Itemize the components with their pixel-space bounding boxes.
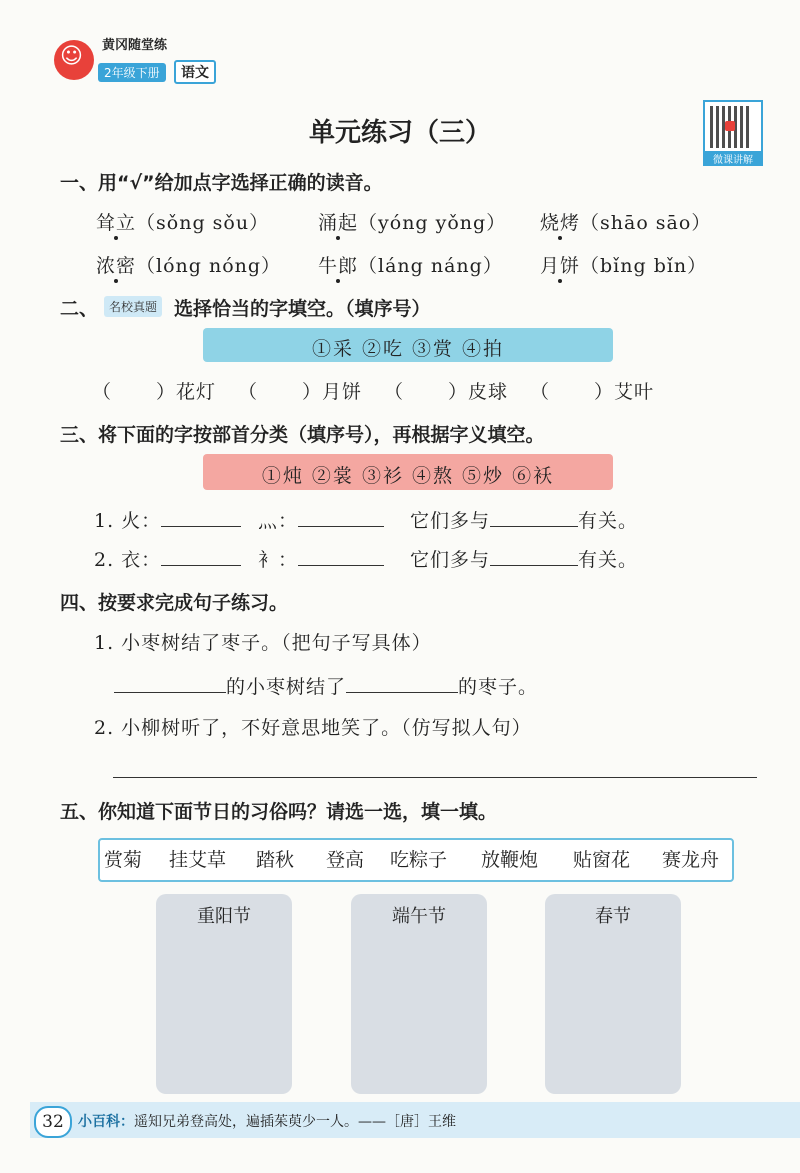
q1-item	[318, 251, 503, 278]
q4-sentence-1: 1. 小枣树结了枣子。（把句子写具体）	[94, 632, 432, 654]
q2-word-4: 艾叶	[614, 381, 655, 403]
q3-radical-cloth: 2. 衣：	[94, 549, 162, 571]
subject-badge: 语文	[174, 60, 216, 84]
q3-row-2	[94, 545, 241, 572]
q5-word: 贴窗花	[573, 849, 631, 871]
q5-word: 吃粽子	[390, 849, 448, 871]
page-number: 32	[34, 1106, 72, 1138]
q1-item	[318, 208, 506, 235]
q1-word-3: 烧烤	[540, 212, 581, 234]
q1-word-5: 牛郎	[318, 255, 359, 277]
q3-row-1b	[258, 506, 384, 533]
q2-number: 二、	[60, 298, 99, 320]
q2-word-1: 花灯	[176, 381, 217, 403]
q4-blank[interactable]	[346, 674, 458, 693]
q3-radical-fire: 1. 火：	[94, 510, 162, 532]
footer-note	[78, 1111, 456, 1131]
q5-word: 赛龙舟	[662, 849, 720, 871]
q3-row-2b	[258, 545, 384, 572]
q2-blank-2[interactable]: （ ）月饼	[238, 381, 363, 403]
page-title: 单元练习（三）	[308, 118, 491, 148]
q3-row-2c	[410, 545, 638, 572]
q1-item	[96, 208, 269, 235]
q4-rewrite-line	[114, 672, 538, 699]
q2-blank-1[interactable]: （ ）花灯	[92, 381, 217, 403]
q1-options-5[interactable]: （láng náng）	[358, 255, 503, 277]
smile-icon: ☺	[60, 44, 83, 69]
q3-blank[interactable]	[490, 508, 578, 527]
q5-word: 放鞭炮	[481, 849, 539, 871]
qr-center-icon	[725, 121, 735, 131]
q3-blank[interactable]	[298, 547, 384, 566]
q1-item	[540, 251, 707, 278]
q3-heading: 三、将下面的字按部首分类（填序号），再根据字义填空。	[60, 424, 545, 446]
q3-blank[interactable]	[161, 508, 241, 527]
brand-name: 黄冈随堂练	[102, 38, 168, 53]
q3-mid-text: 它们多与	[410, 549, 491, 571]
grade-badge: 2年级下册	[98, 63, 166, 82]
q3-row-1c	[410, 506, 638, 533]
q2-blank-3[interactable]: （ ）皮球	[384, 381, 509, 403]
q2-word-2: 月饼	[322, 381, 363, 403]
q3-blank[interactable]	[490, 547, 578, 566]
qr-label: 微课讲解	[703, 151, 763, 166]
q5-word: 赏菊	[104, 849, 143, 871]
q3-radical-fire-dots: 灬：	[258, 510, 299, 532]
q4-blank[interactable]	[114, 674, 226, 693]
q1-item	[96, 251, 281, 278]
q1-options-6[interactable]: （bǐng bǐn）	[580, 255, 708, 277]
q3-radical-cloth-side: 衤：	[258, 549, 299, 571]
q4-sentence-2: 2. 小柳树听了，不好意思地笑了。（仿写拟人句）	[94, 717, 532, 739]
q3-end-text: 有关。	[578, 549, 639, 571]
q4-heading: 四、按要求完成句子练习。	[60, 592, 289, 614]
q1-word-4: 浓密	[96, 255, 137, 277]
q2-options: ①采 ②吃 ③赏 ④拍	[311, 338, 505, 360]
q1-word-1: 耸立	[96, 212, 137, 234]
q4-end-text: 的枣子。	[458, 676, 539, 698]
q3-blank[interactable]	[298, 508, 384, 527]
q3-blank[interactable]	[161, 547, 241, 566]
q2-blank-4[interactable]: （ ）艾叶	[530, 381, 655, 403]
q1-word-6: 月饼	[540, 255, 581, 277]
festival-card-title: 端午节	[392, 906, 446, 927]
q3-end-text: 有关。	[578, 510, 639, 532]
q5-word: 登高	[326, 849, 365, 871]
q1-word-2: 涌起	[318, 212, 359, 234]
footer-label: 小百科：	[78, 1114, 134, 1130]
q1-options-1[interactable]: （sǒng sǒu）	[136, 212, 270, 234]
q4-mid-text: 的小枣树结了	[226, 676, 347, 698]
q2-heading: 选择恰当的字填空。（填序号）	[174, 298, 431, 320]
footer-quote: 遥知兄弟登高处，遍插茱萸少一人。——［唐］王维	[134, 1114, 456, 1130]
q3-mid-text: 它们多与	[410, 510, 491, 532]
q5-word: 踏秋	[256, 849, 295, 871]
q1-heading: 一、用“√”给加点字选择正确的读音。	[60, 172, 383, 194]
festival-card-title: 重阳节	[197, 906, 251, 927]
q1-options-3[interactable]: （shāo sāo）	[580, 212, 712, 234]
q5-heading: 五、你知道下面节日的习俗吗？请选一选，填一填。	[60, 801, 498, 823]
q3-row-1	[94, 506, 241, 533]
q1-options-4[interactable]: （lóng nóng）	[136, 255, 282, 277]
q1-options-2[interactable]: （yóng yǒng）	[358, 212, 507, 234]
q2-word-3: 皮球	[468, 381, 509, 403]
q3-options: ①炖 ②裳 ③衫 ④熬 ⑤炒 ⑥袄	[261, 465, 555, 487]
q2-tag: 名校真题	[104, 296, 162, 317]
festival-card-title: 春节	[595, 906, 631, 927]
q1-item	[540, 208, 711, 235]
q5-word: 挂艾草	[169, 849, 227, 871]
q4-answer-line[interactable]	[113, 777, 757, 778]
